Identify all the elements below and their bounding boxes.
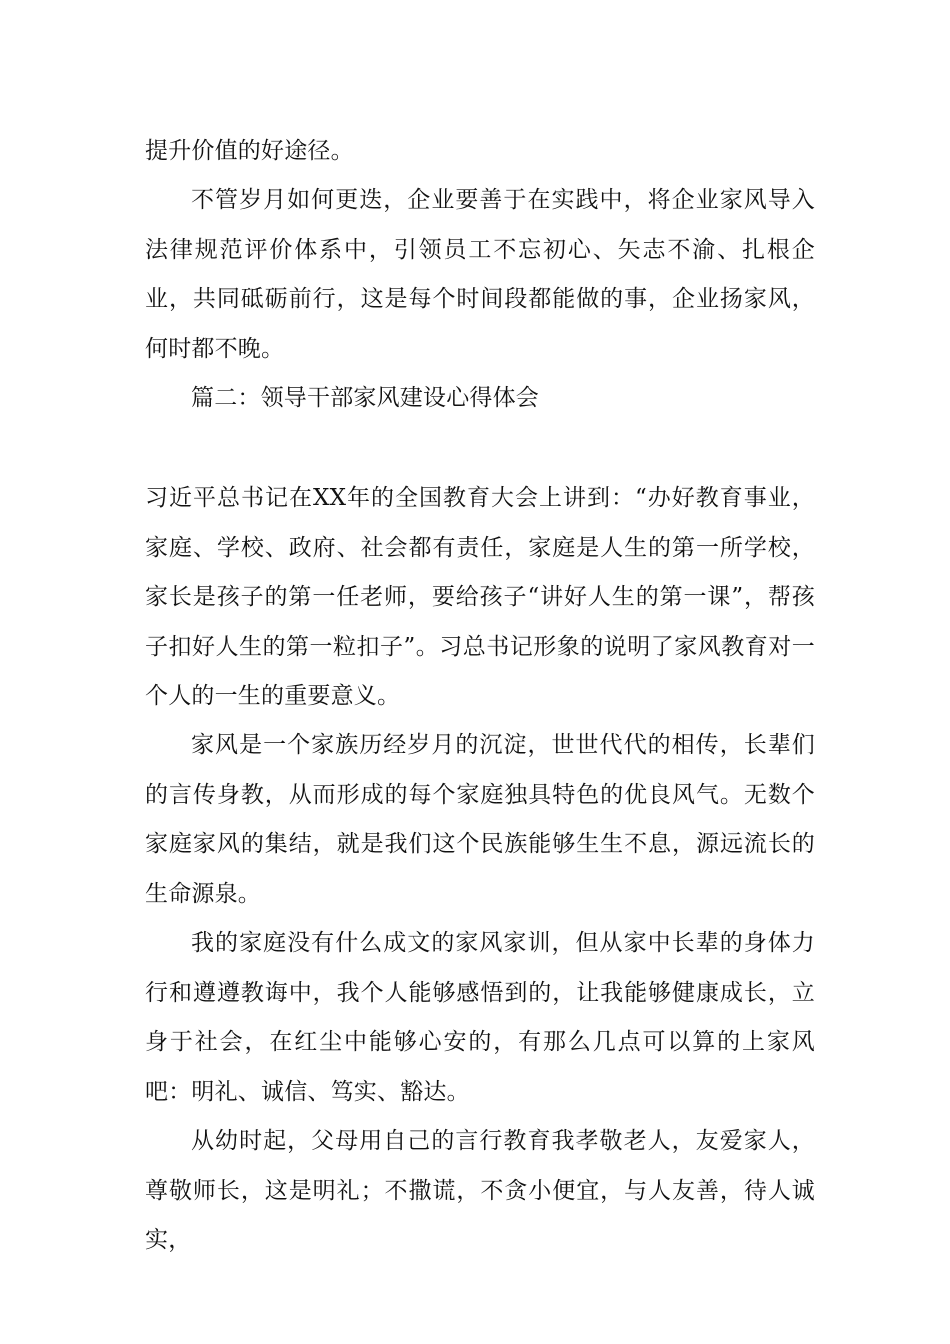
paragraph-my-family: 我的家庭没有什么成文的家风家训，但从家中长辈的身体力行和遵遵教诲中，我个人能够感悟到的，让我能够健康成长，立身于社会，在红尘中能够心安的，有那么几点可以算的上家风吧：明礼、诚信、笃实、豁达。 [145, 930, 815, 1105]
paragraph-family-style-definition: 家风是一个家族历经岁月的沉淀，世世代代的相传，长辈们的言传身教，从而形成的每个家庭独具特色的优良风气。无数个家庭家风的集结，就是我们这个民族能够生生不息，源远流长的生命源泉。 [145, 732, 815, 907]
paragraph-childhood: 从幼时起，父母用自己的言行教育我孝敬老人，友爱家人，尊敬师长，这是明礼；不撒谎，不贪小便宜，与人友善，待人诚实， [145, 1128, 815, 1253]
paragraph-enterprise-family-style: 不管岁月如何更迭，企业要善于在实践中，将企业家风导入法律规范评价体系中，引领员工不忘初心、矢志不渝、扎根企业，共同砥砺前行，这是每个时间段都能做的事，企业扬家风，何时都不晚。 [145, 187, 815, 362]
section-heading: 篇二：领导干部家风建设心得体会 [191, 385, 539, 411]
paragraph-continuation: 提升价值的好途径。 [145, 138, 354, 164]
paragraph-xi-quote: 习近平总书记在XX年的全国教育大会上讲到：“办好教育事业，家庭、学校、政府、社会都有责任，家庭是人生的第一所学校，家长是孩子的第一任老师，要给孩子“讲好人生的第一课”，帮孩子扣好人生的第一粒扣子”。习总书记形象的说明了家风教育对一个人的一生的重要意义。 [145, 485, 815, 709]
